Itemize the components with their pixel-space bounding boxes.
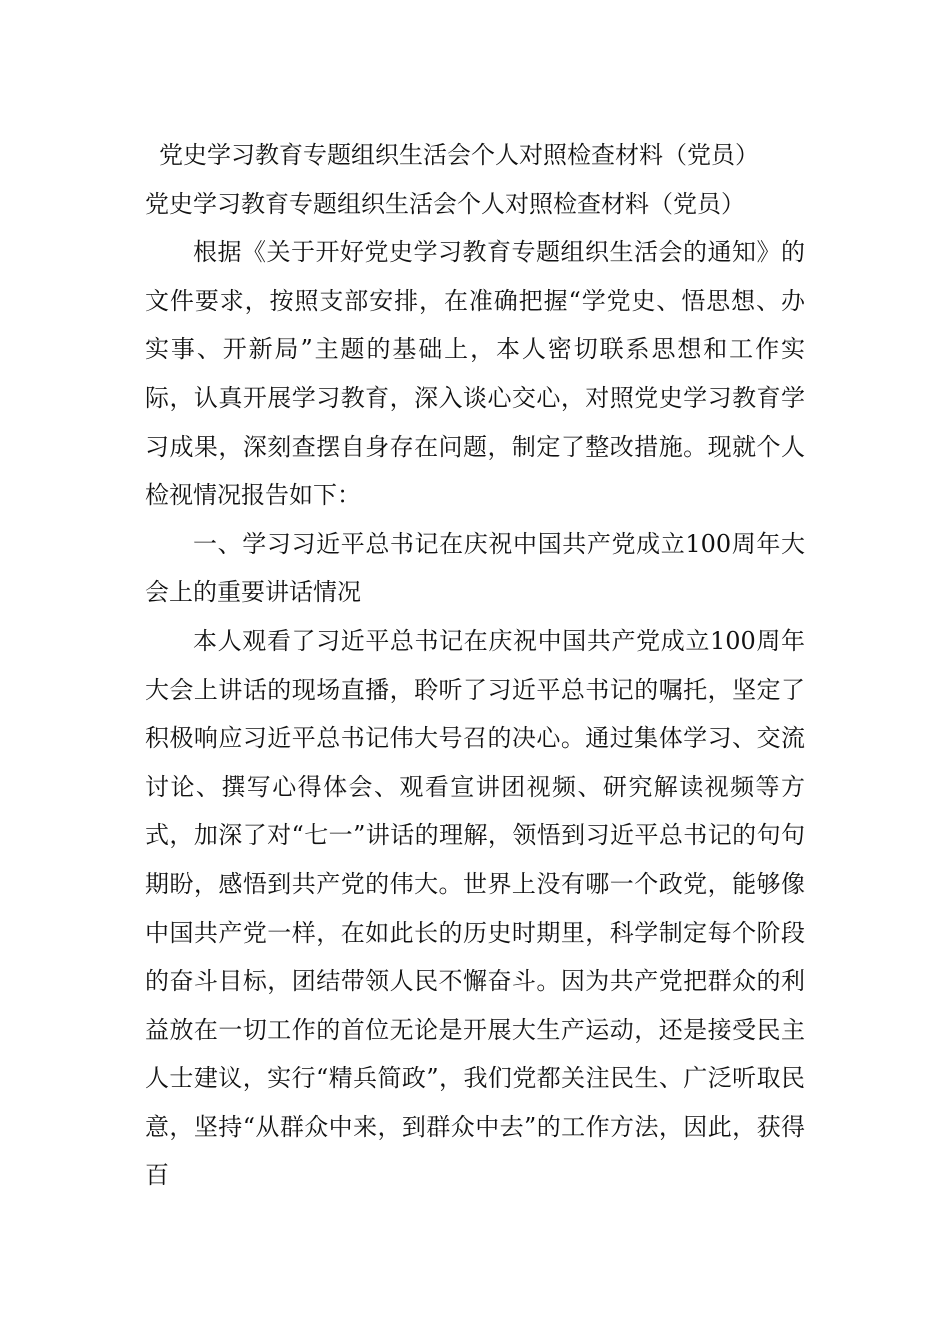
- document-body: [145, 131, 805, 1200]
- section-heading-1: 一、学习习近平总书记在庆祝中国共产党成立100周年大会上的重要讲话情况: [145, 529, 805, 607]
- document-title: 党史学习教育专题组织生活会个人对照检查材料（党员）: [159, 141, 759, 169]
- intro-paragraph: 根据《关于开好党史学习教育专题组织生活会的通知》的文件要求，按照支部安排，在准确把握“学党史、悟思想、办实事、开新局”主题的基础上，本人密切联系思想和工作实际，认真开展学习教育，深入谈心交心，对照党史学习教育学习成果，深刻查摆自身存在问题，制定了整改措施。现就个人检视情况报告如下：: [145, 238, 805, 510]
- document-title-repeat: 党史学习教育专题组织生活会个人对照检查材料（党员）: [145, 189, 745, 218]
- section-1-paragraph: 本人观看了习近平总书记在庆祝中国共产党成立100周年大会上讲话的现场直播，聆听了习近平总书记的嘱托，坚定了积极响应习近平总书记伟大号召的决心。通过集体学习、交流讨论、撰写心得体会、观看宣讲团视频、研究解读视频等方式，加深了对“七一”讲话的理解，领悟到习近平总书记的句句期盼，感悟到共产党的伟大。世界上没有哪一个政党，能够像中国共产党一样，在如此长的历史时期里，科学制定每个阶段的奋斗目标，团结带领人民不懈奋斗。因为共产党把群众的利益放在一切工作的首位无论是开展大生产运动，还是接受民主人士建议，实行“精兵简政”，我们党都关注民生、广泛听取民意，坚持“从群众中来，到群众中去”的工作方法，因此，获得百: [145, 626, 805, 1190]
